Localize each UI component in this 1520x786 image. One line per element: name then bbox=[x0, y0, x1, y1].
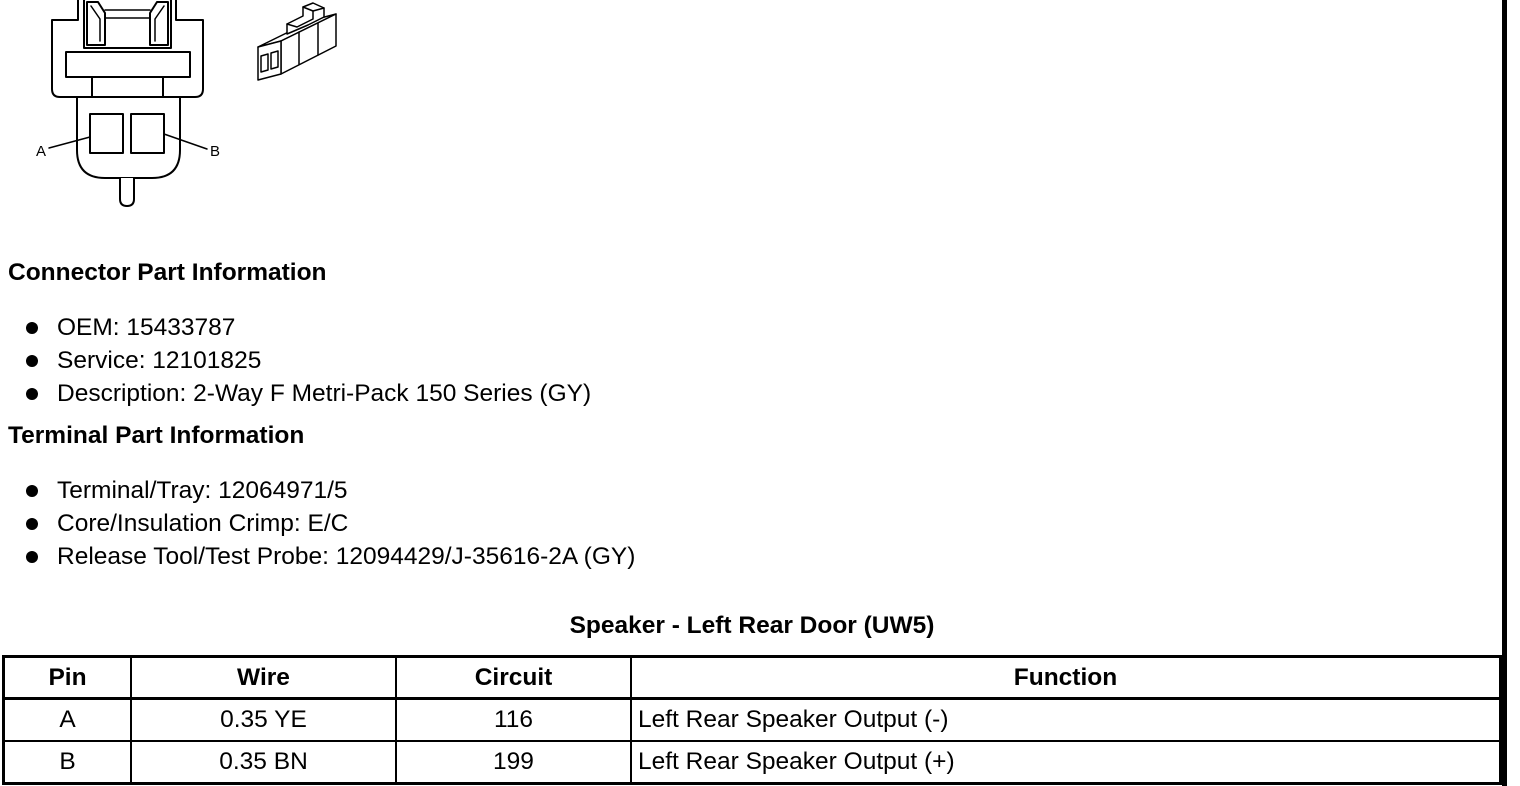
circuit-cell: 199 bbox=[397, 742, 632, 782]
list-item bbox=[0, 377, 900, 410]
connector-info-list bbox=[0, 311, 900, 410]
list-item bbox=[0, 344, 900, 377]
bullet-icon bbox=[26, 551, 38, 563]
cavity-b bbox=[131, 114, 164, 153]
service-part-text: Service: 12101825 bbox=[57, 347, 262, 374]
lock-tab-left bbox=[87, 2, 105, 45]
lock-tab-right bbox=[150, 2, 168, 45]
list-item bbox=[0, 540, 900, 573]
bullet-icon bbox=[26, 388, 38, 400]
cavity-a bbox=[90, 114, 123, 153]
page-right-border bbox=[1502, 0, 1507, 786]
iso-cavity-a bbox=[261, 54, 268, 72]
bullet-icon bbox=[26, 518, 38, 530]
pin-cell: B bbox=[5, 742, 132, 782]
terminal-tray-text: Terminal/Tray: 12064971/5 bbox=[57, 477, 348, 504]
iso-cavity-b bbox=[271, 51, 278, 69]
function-cell: Left Rear Speaker Output (-) bbox=[638, 706, 949, 733]
oem-part-text: OEM: 15433787 bbox=[57, 314, 236, 341]
polarization-key bbox=[120, 178, 134, 206]
pin-label-a: A bbox=[36, 143, 47, 160]
housing-rib bbox=[66, 52, 190, 77]
description-text: Description: 2-Way F Metri-Pack 150 Series (GY) bbox=[57, 380, 592, 407]
table-title: Speaker - Left Rear Door (UW5) bbox=[569, 612, 935, 639]
column-header-function: Function bbox=[1013, 663, 1118, 691]
list-item bbox=[0, 311, 900, 344]
pinout-table bbox=[2, 655, 1502, 785]
bullet-icon bbox=[26, 355, 38, 367]
column-header-pin: Pin bbox=[5, 658, 132, 697]
table-row bbox=[5, 700, 1499, 742]
connector-end-view bbox=[36, 0, 220, 206]
list-item bbox=[0, 507, 900, 540]
connector-isometric-view bbox=[258, 3, 336, 80]
table-header-row bbox=[5, 658, 1499, 700]
circuit-cell: 116 bbox=[397, 700, 632, 740]
list-item bbox=[0, 474, 900, 507]
bullet-icon bbox=[26, 322, 38, 334]
column-header-wire: Wire bbox=[132, 658, 397, 697]
column-header-circuit: Circuit bbox=[397, 658, 632, 697]
connector-info-heading: Connector Part Information bbox=[8, 259, 327, 286]
wire-cell: 0.35 BN bbox=[132, 742, 397, 782]
function-cell: Left Rear Speaker Output (+) bbox=[638, 748, 955, 775]
table-row bbox=[5, 742, 1499, 782]
release-tool-text: Release Tool/Test Probe: 12094429/J-35616-2A (GY) bbox=[57, 543, 636, 570]
pin-label-b: B bbox=[210, 143, 221, 160]
crimp-text: Core/Insulation Crimp: E/C bbox=[57, 510, 349, 537]
wire-cell: 0.35 YE bbox=[132, 700, 397, 740]
bullet-icon bbox=[26, 485, 38, 497]
terminal-info-heading: Terminal Part Information bbox=[8, 422, 305, 449]
pin-cell: A bbox=[5, 700, 132, 740]
terminal-info-list bbox=[0, 474, 900, 573]
connector-diagram bbox=[0, 0, 350, 215]
